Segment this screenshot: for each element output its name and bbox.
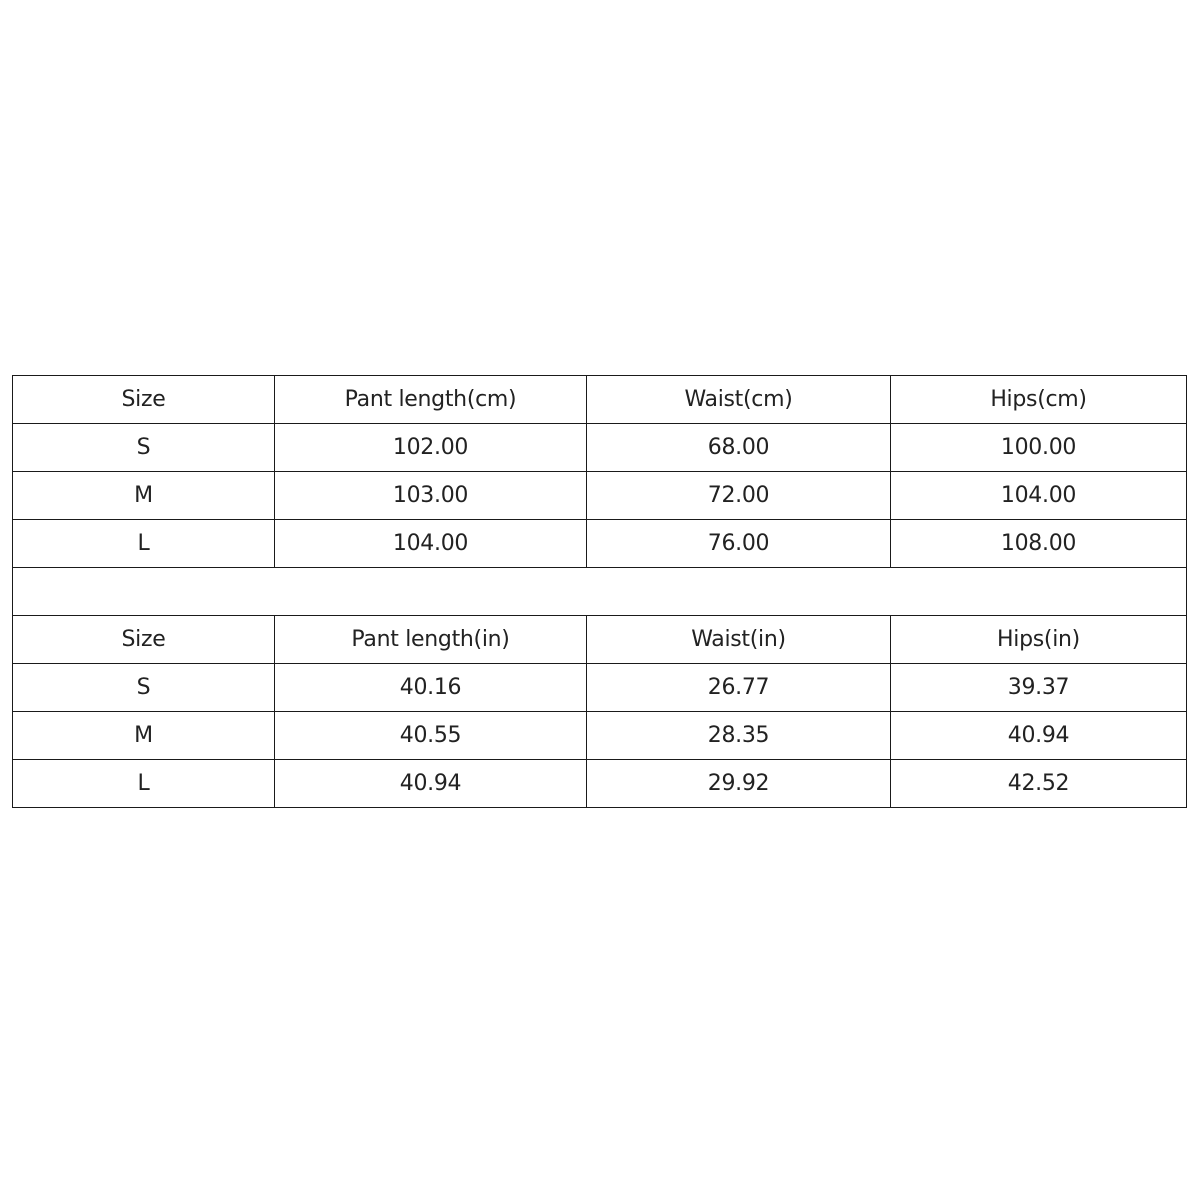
header-cell-size-cm: Size [13,376,275,424]
pant-length-cell: 104.00 [275,520,587,568]
hips-cell: 40.94 [891,712,1187,760]
size-cell: S [13,664,275,712]
size-cell: S [13,424,275,472]
table-row [13,712,1187,760]
table-row [13,520,1187,568]
header-cell-hips-in: Hips(in) [891,616,1187,664]
waist-cell: 26.77 [587,664,891,712]
separator-cell [13,568,1187,616]
hips-cell: 108.00 [891,520,1187,568]
in-header-row [13,616,1187,664]
pant-length-cell: 102.00 [275,424,587,472]
hips-cell: 42.52 [891,760,1187,808]
waist-cell: 29.92 [587,760,891,808]
separator-row [13,568,1187,616]
table-row [13,664,1187,712]
size-cell: L [13,760,275,808]
cm-header-row [13,376,1187,424]
table-row [13,760,1187,808]
size-cell: M [13,712,275,760]
size-chart-table [12,375,1187,808]
waist-cell: 28.35 [587,712,891,760]
pant-length-cell: 103.00 [275,472,587,520]
table-row [13,424,1187,472]
table-row [13,472,1187,520]
pant-length-cell: 40.55 [275,712,587,760]
header-cell-hips-cm: Hips(cm) [891,376,1187,424]
hips-cell: 104.00 [891,472,1187,520]
header-cell-size-in: Size [13,616,275,664]
size-cell: L [13,520,275,568]
waist-cell: 76.00 [587,520,891,568]
header-cell-pant-length-cm: Pant length(cm) [275,376,587,424]
hips-cell: 39.37 [891,664,1187,712]
pant-length-cell: 40.94 [275,760,587,808]
waist-cell: 72.00 [587,472,891,520]
header-cell-waist-in: Waist(in) [587,616,891,664]
hips-cell: 100.00 [891,424,1187,472]
waist-cell: 68.00 [587,424,891,472]
pant-length-cell: 40.16 [275,664,587,712]
size-cell: M [13,472,275,520]
header-cell-waist-cm: Waist(cm) [587,376,891,424]
header-cell-pant-length-in: Pant length(in) [275,616,587,664]
